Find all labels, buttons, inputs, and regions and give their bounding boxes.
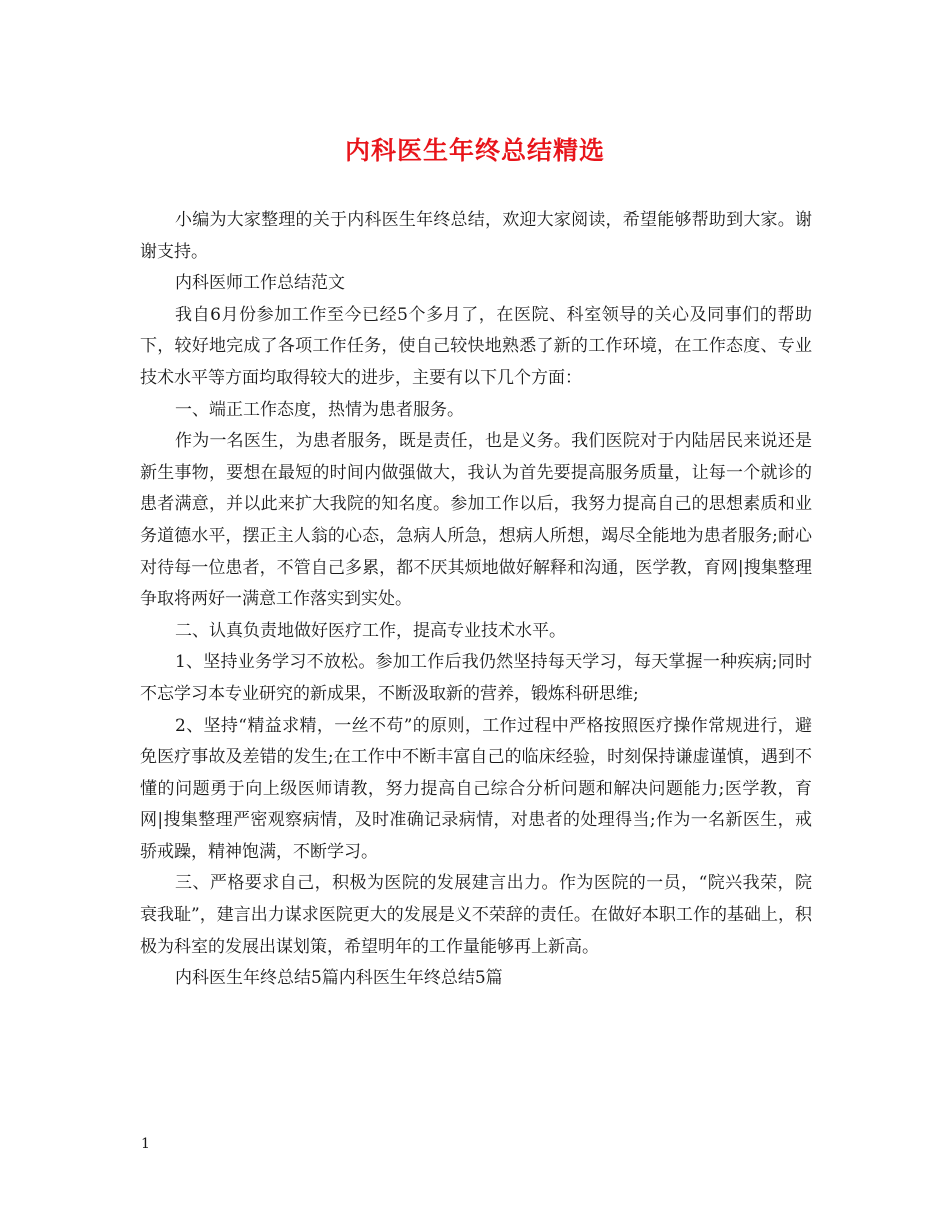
paragraph-opening: 我自6月份参加工作至今已经5个多月了，在医院、科室领导的关心及同事们的帮助下，较好地完成了各项工作任务，使自己较快地熟悉了新的工作环境，在工作态度、专业技术水平等方面均取得较大的进步，主要有以下几个方面：	[140, 304, 812, 388]
paragraph-study: 1、坚持业务学习不放松。参加工作后我仍然坚持每天学习，每天掌握一种疾病;同时不忘学习本专业研究的新成果，不断汲取新的营养，锻炼科研思维;	[140, 652, 812, 704]
paragraph-heading-2: 二、认真负责地做好医疗工作，提高专业技术水平。	[175, 620, 566, 641]
page-number: 1	[141, 1136, 150, 1152]
paragraph-service: 作为一名医生，为患者服务，既是责任，也是义务。我们医院对于内陆居民来说还是新生事物，要想在最短的时间内做强做大，我认为首先要提高服务质量，让每一个就诊的患者满意，并以此来扩大我院的知名度。参加工作以后，我努力提高自己的思想素质和业务道德水平，摆正主人翁的心态，急病人所急，想病人所想，竭尽全能地为患者服务;耐心对待每一位患者，不管自己多累，都不厌其烦地做好解释和沟通，医学教，育网|搜集整理争取将两好一满意工作落实到实处。	[140, 431, 812, 610]
document-title: 内科医生年终总结精选	[344, 136, 605, 165]
paragraph-heading-1: 一、端正工作态度，热情为患者服务。	[175, 399, 464, 420]
paragraph-subtitle: 内科医师工作总结范文	[175, 273, 345, 294]
document-body	[140, 205, 812, 995]
paragraph-heading-3: 三、严格要求自己，积极为医院的发展建言出力。作为医院的一员，“院兴我荣，院衰我耻”，建言出力谋求医院更大的发展是义不荣辞的责任。在做好本职工作的基础上，积极为科室的发展出谋划策，希望明年的工作量能够再上新高。	[140, 873, 812, 957]
paragraph-principle: 2、坚持“精益求精，一丝不苟”的原则，工作过程中严格按照医疗操作常规进行，避免医疗事故及差错的发生;在工作中不断丰富自己的临床经验，时刻保持谦虚谨慎，遇到不懂的问题勇于向上级医师请教，努力提高自己综合分析问题和解决问题能力;医学教，育网|搜集整理严密观察病情，及时准确记录病情，对患者的处理得当;作为一名新医生，戒骄戒躁，精神饱满，不断学习。	[140, 715, 812, 862]
paragraph-intro: 小编为大家整理的关于内科医生年终总结，欢迎大家阅读，希望能够帮助到大家。谢谢支持。	[140, 210, 812, 262]
paragraph-closing: 内科医生年终总结5篇内科医生年终总结5篇	[175, 968, 503, 989]
